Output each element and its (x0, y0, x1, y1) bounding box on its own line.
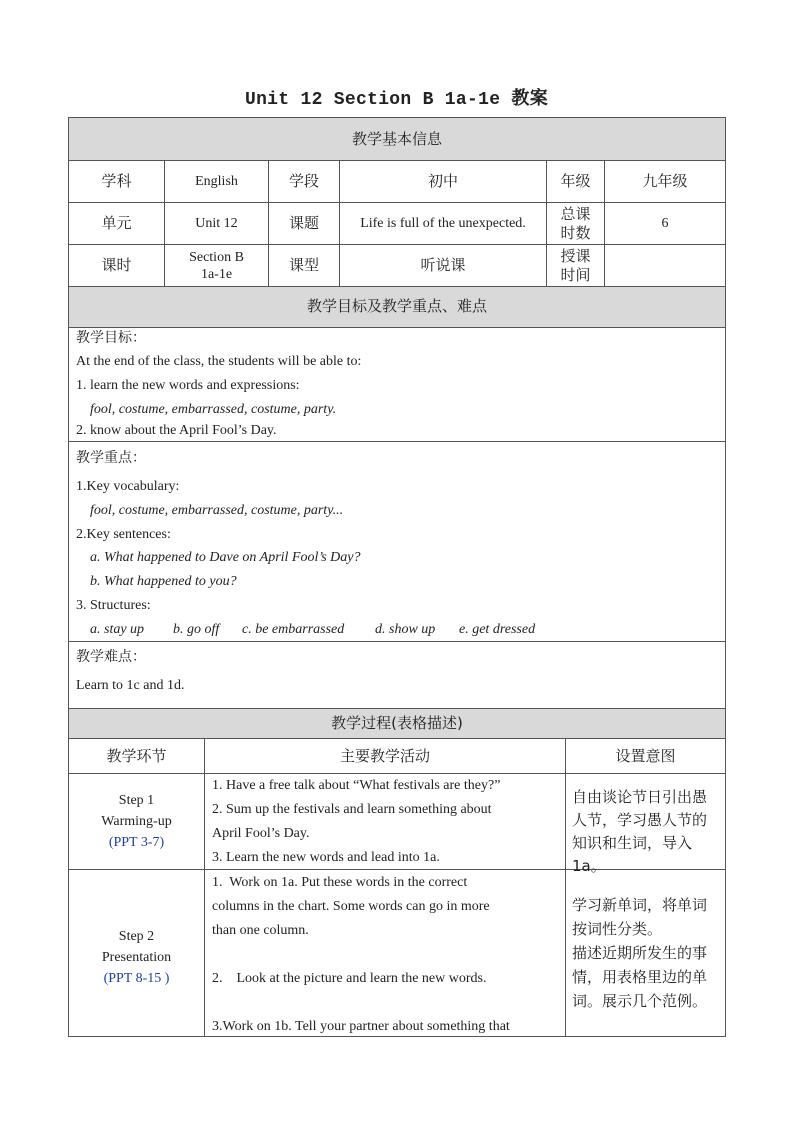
goals-heading: 教学目标： (76, 330, 146, 346)
process-header-intent: 设置意图 (615, 746, 676, 765)
period-label: 课时 (101, 256, 132, 274)
total-hours-label-line2: 时数 (560, 223, 591, 242)
goals-line: 2. know about the April Fool’s Day. (76, 423, 277, 438)
structure-item: b. go off (173, 622, 220, 637)
unit-label: 单元 (101, 214, 132, 232)
structure-item: a. stay up (90, 622, 145, 637)
unit-value: Unit 12 (195, 216, 238, 231)
activity-line: 1. Work on 1a. Put these words in the correct (212, 875, 468, 890)
activity-line: 3.Work on 1b. Tell your partner about something that (212, 1019, 510, 1034)
period-value-line2: 1a-1e (200, 266, 233, 282)
teach-time-label-line1: 授课 (560, 246, 591, 265)
subject-label: 学科 (101, 172, 132, 190)
process-header-step: 教学环节 (106, 746, 167, 765)
activity-line: than one column. (212, 923, 309, 938)
step-ppt: (PPT 3-7) (108, 835, 165, 850)
topic-value: Life is full of the unexpected. (360, 216, 526, 231)
type-value: 听说课 (420, 256, 466, 274)
activity-line: April Fool’s Day. (212, 826, 310, 841)
structures-title: 3. Structures: (76, 598, 151, 613)
activity-line: columns in the chart. Some words can go in more (212, 899, 490, 914)
period-value (165, 245, 268, 286)
period-value-line1: Section B (189, 249, 244, 265)
stage-value: 初中 (427, 172, 458, 190)
step-name: Step 1 (118, 793, 155, 808)
key-vocab-title: 1.Key vocabulary: (76, 479, 180, 494)
step-2-activities (212, 871, 562, 1039)
key-sentence-a: a. What happened to Dave on April Fool’s Day? (90, 550, 361, 565)
document-title: Unit 12 Section B 1a-1e 教案 (244, 90, 549, 110)
activity-line: 2. Look at the picture and learn the new words. (212, 971, 487, 986)
key-points-heading: 教学重点： (76, 450, 146, 466)
intent-line: 人节，学习愚人节的 (572, 811, 708, 829)
step-ppt: (PPT 8-15 ) (103, 970, 170, 986)
teach-time-label-line2: 时间 (560, 265, 591, 284)
activity-line (212, 991, 562, 1015)
total-hours-label-line1: 总课 (560, 204, 591, 223)
step-2-intent (572, 893, 724, 1013)
key-vocab: fool, costume, embarrassed, costume, party... (90, 503, 344, 518)
difficult-heading: 教学难点： (76, 649, 146, 665)
type-label: 课型 (288, 256, 319, 274)
goals-line: At the end of the class, the students will be able to: (76, 354, 362, 369)
step-stage: Warming-up (101, 814, 172, 829)
section-process: 教学过程(表格描述) (331, 714, 463, 732)
intent-line: 学习新单词，将单词 (572, 896, 708, 914)
activity-line: 1. Have a free talk about “What festivals are they?” (212, 778, 501, 793)
intent-line: 知识和生词，导入 1a。 (572, 834, 693, 875)
stage-label: 学段 (288, 172, 319, 190)
subject-value: English (195, 174, 238, 189)
total-hours-label (547, 203, 604, 244)
structure-item: e. get dressed (459, 622, 536, 637)
activity-line (212, 943, 562, 967)
intent-line: 情，用表格里边的单 (572, 968, 708, 986)
step-name: Step 2 (118, 928, 155, 944)
grade-value: 九年级 (642, 172, 688, 190)
step-stage: Presentation (101, 949, 172, 965)
goals-line: fool, costume, embarrassed, costume, party. (90, 402, 337, 417)
step-1-intent (572, 786, 724, 878)
topic-label: 课题 (288, 214, 319, 232)
grade-label: 年级 (560, 172, 591, 190)
teach-time-label (547, 245, 604, 286)
intent-line: 词。展示几个范例。 (572, 992, 708, 1010)
total-hours-value: 6 (661, 216, 669, 231)
intent-line: 自由谈论节日引出愚 (572, 788, 708, 806)
step-2-cell (69, 870, 204, 1036)
goals-line: 1. learn the new words and expressions: (76, 378, 300, 393)
intent-line: 描述近期所发生的事 (572, 944, 708, 962)
key-sentence-b: b. What happened to you? (90, 574, 237, 589)
intent-line: 按词性分类。 (572, 920, 663, 938)
step-1-cell (69, 774, 204, 869)
teach-time-value (605, 245, 725, 286)
step-1-activities (212, 774, 562, 870)
activity-line: 3. Learn the new words and lead into 1a. (212, 850, 440, 865)
section-goals: 教学目标及教学重点、难点 (306, 297, 487, 315)
section-basic-info: 教学基本信息 (351, 129, 442, 148)
activity-line: 2. Sum up the festivals and learn something about (212, 802, 492, 817)
difficult-text: Learn to 1c and 1d. (76, 678, 185, 693)
key-sentences-title: 2.Key sentences: (76, 527, 171, 542)
process-header-activity: 主要教学活动 (339, 746, 430, 765)
structure-item: d. show up (375, 622, 436, 637)
structure-item: c. be embarrassed (242, 622, 345, 637)
